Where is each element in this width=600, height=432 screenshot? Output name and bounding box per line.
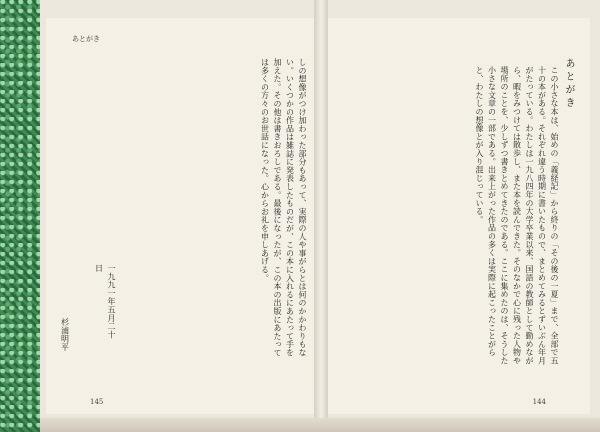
book-gutter [314,0,328,432]
running-head: あとがき [72,35,100,43]
right-page [328,18,590,414]
left-page [46,18,314,414]
page-edges [40,418,600,432]
afterword-heading: あとがき [563,58,574,110]
afterword-date: 一九九一年五月二十日 [94,264,116,339]
page-number-left: 145 [90,398,104,406]
left-page-body: しの想像がつけ加わった部分もあって、実際の人や事がらとは何のかかわりもない。いくつかの作品は雑誌に発表したものだが、この本に入れるにあたって手を加えた。その他は書きおろしである。最後になったが、この本の出版にあたっては多くの方々のお世話になった。心からお礼を申しあげる。 [260,58,307,357]
book-cover-edge [0,0,40,432]
page-number-right: 144 [532,398,546,406]
right-page-body: この小さな本は、始めの「義経記」から終りの「その後の一夏」まで、全部で五十の本がある。それぞれ違う時期に書いたもので、まとめてみるとずいぶん年月がたっている。わたしは一九八四年の大学卒業以来、国語の教師として勤めながら、暇をみつけては散歩し、また本を読んできた。そのなかで心に残った人物や場所のことを、少しずつ書きとめてきたのである。ここに集めたのは、そうした小さな文章の一部である。出来上がった作品の多くは実際に起こったことがらと、わたしの想像とが入り混じっている。 [475,66,559,365]
open-book [40,0,600,432]
author-name: 杉浦明平 [60,318,70,352]
